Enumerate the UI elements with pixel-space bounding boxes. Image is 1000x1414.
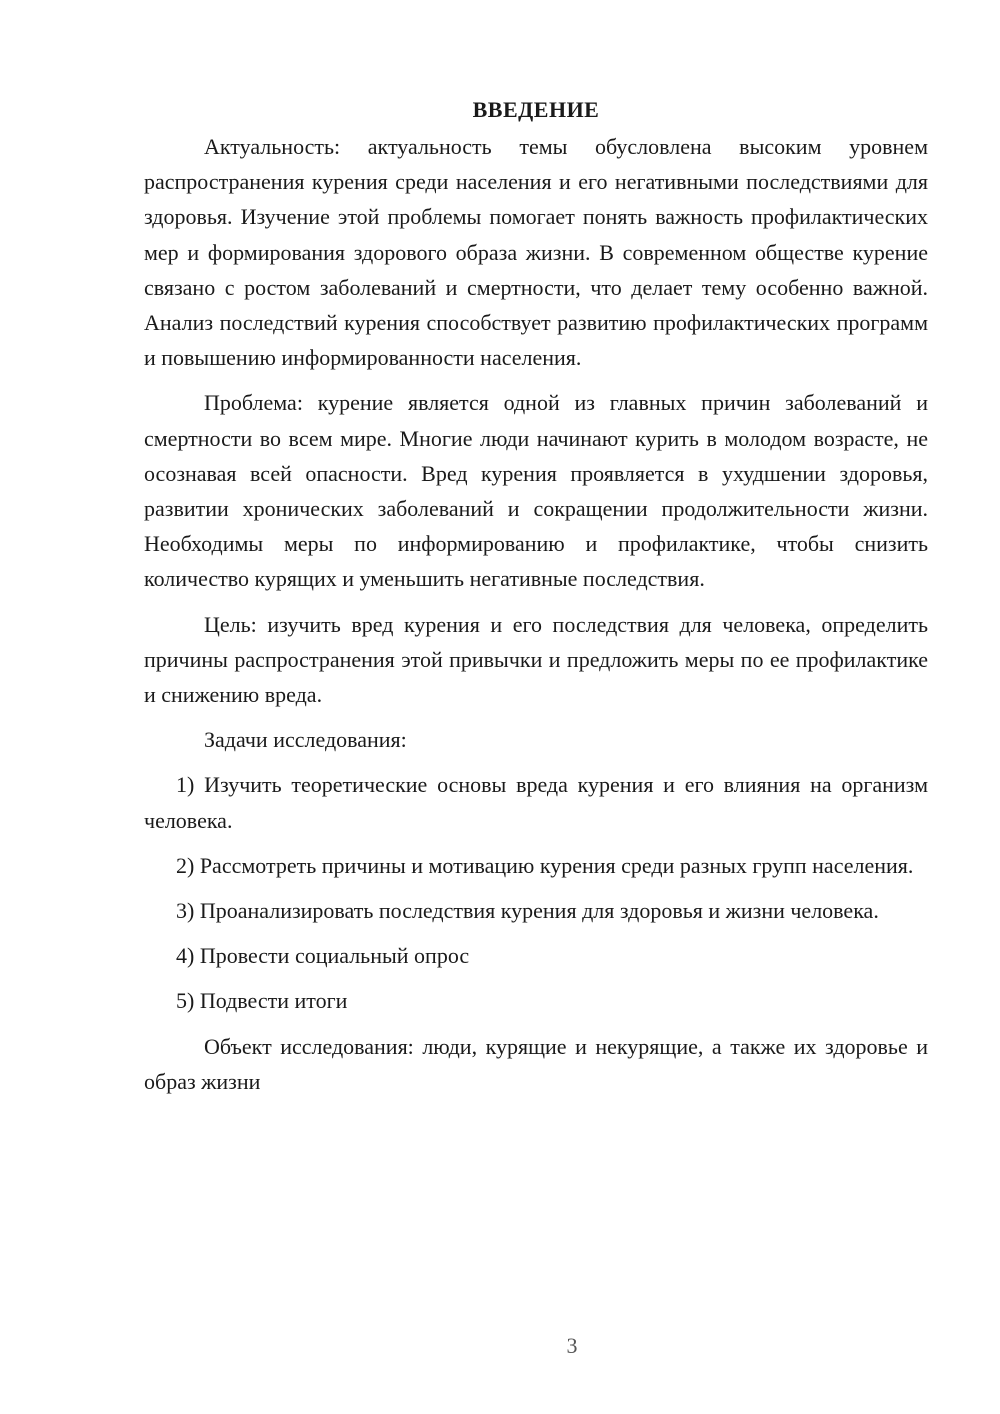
- tasks-heading: Задачи исследования:: [204, 727, 407, 753]
- task-item: 2) Рассмотреть причины и мотивацию курения среди разных групп населения.: [176, 852, 914, 878]
- object-paragraph: Объект исследования: люди, курящие и некурящие, а также их здоровье и образ жизни: [144, 1033, 928, 1094]
- page-number: 3: [566, 1333, 578, 1358]
- goal-paragraph: Цель: изучить вред курения и его последствия для человека, определить причины распространения этой привычки и предложить меры по ее профилактике и снижению вреда.: [144, 611, 928, 708]
- problem-paragraph: Проблема: курение является одной из главных причин заболеваний и смертности во всем мире. Многие люди начинают курить в молодом возрасте, не осознавая всей опасности. Вред курения проявляется в ухудшении здоровья, развитии хронических заболеваний и сокращении продолжительности жизни. Необходимы меры по информированию и профилактике, чтобы снизить количество курящих и уменьшить негативные последствия.: [144, 390, 928, 592]
- task-item: 1) Изучить теоретические основы вреда курения и его влияния на организм человека.: [144, 772, 928, 833]
- relevance-paragraph: Актуальность: актуальность темы обусловлена высоким уровнем распространения курения среди населения и его негативными последствиями для здоровья. Изучение этой проблемы помогает понять важность профилактических мер и формирования здорового образа жизни. В современном обществе курение связано с ростом заболеваний и смертности, что делает тему особенно важной. Анализ последствий курения способствует развитию профилактических программ и повышению информированности населения.: [144, 134, 928, 371]
- document-page: [144, 92, 928, 1109]
- section-title: ВВЕДЕНИЕ: [472, 97, 600, 122]
- task-item: 4) Провести социальный опрос: [176, 943, 470, 969]
- task-item: 3) Проанализировать последствия курения для здоровья и жизни человека.: [176, 898, 879, 924]
- task-item: 5) Подвести итоги: [176, 988, 348, 1014]
